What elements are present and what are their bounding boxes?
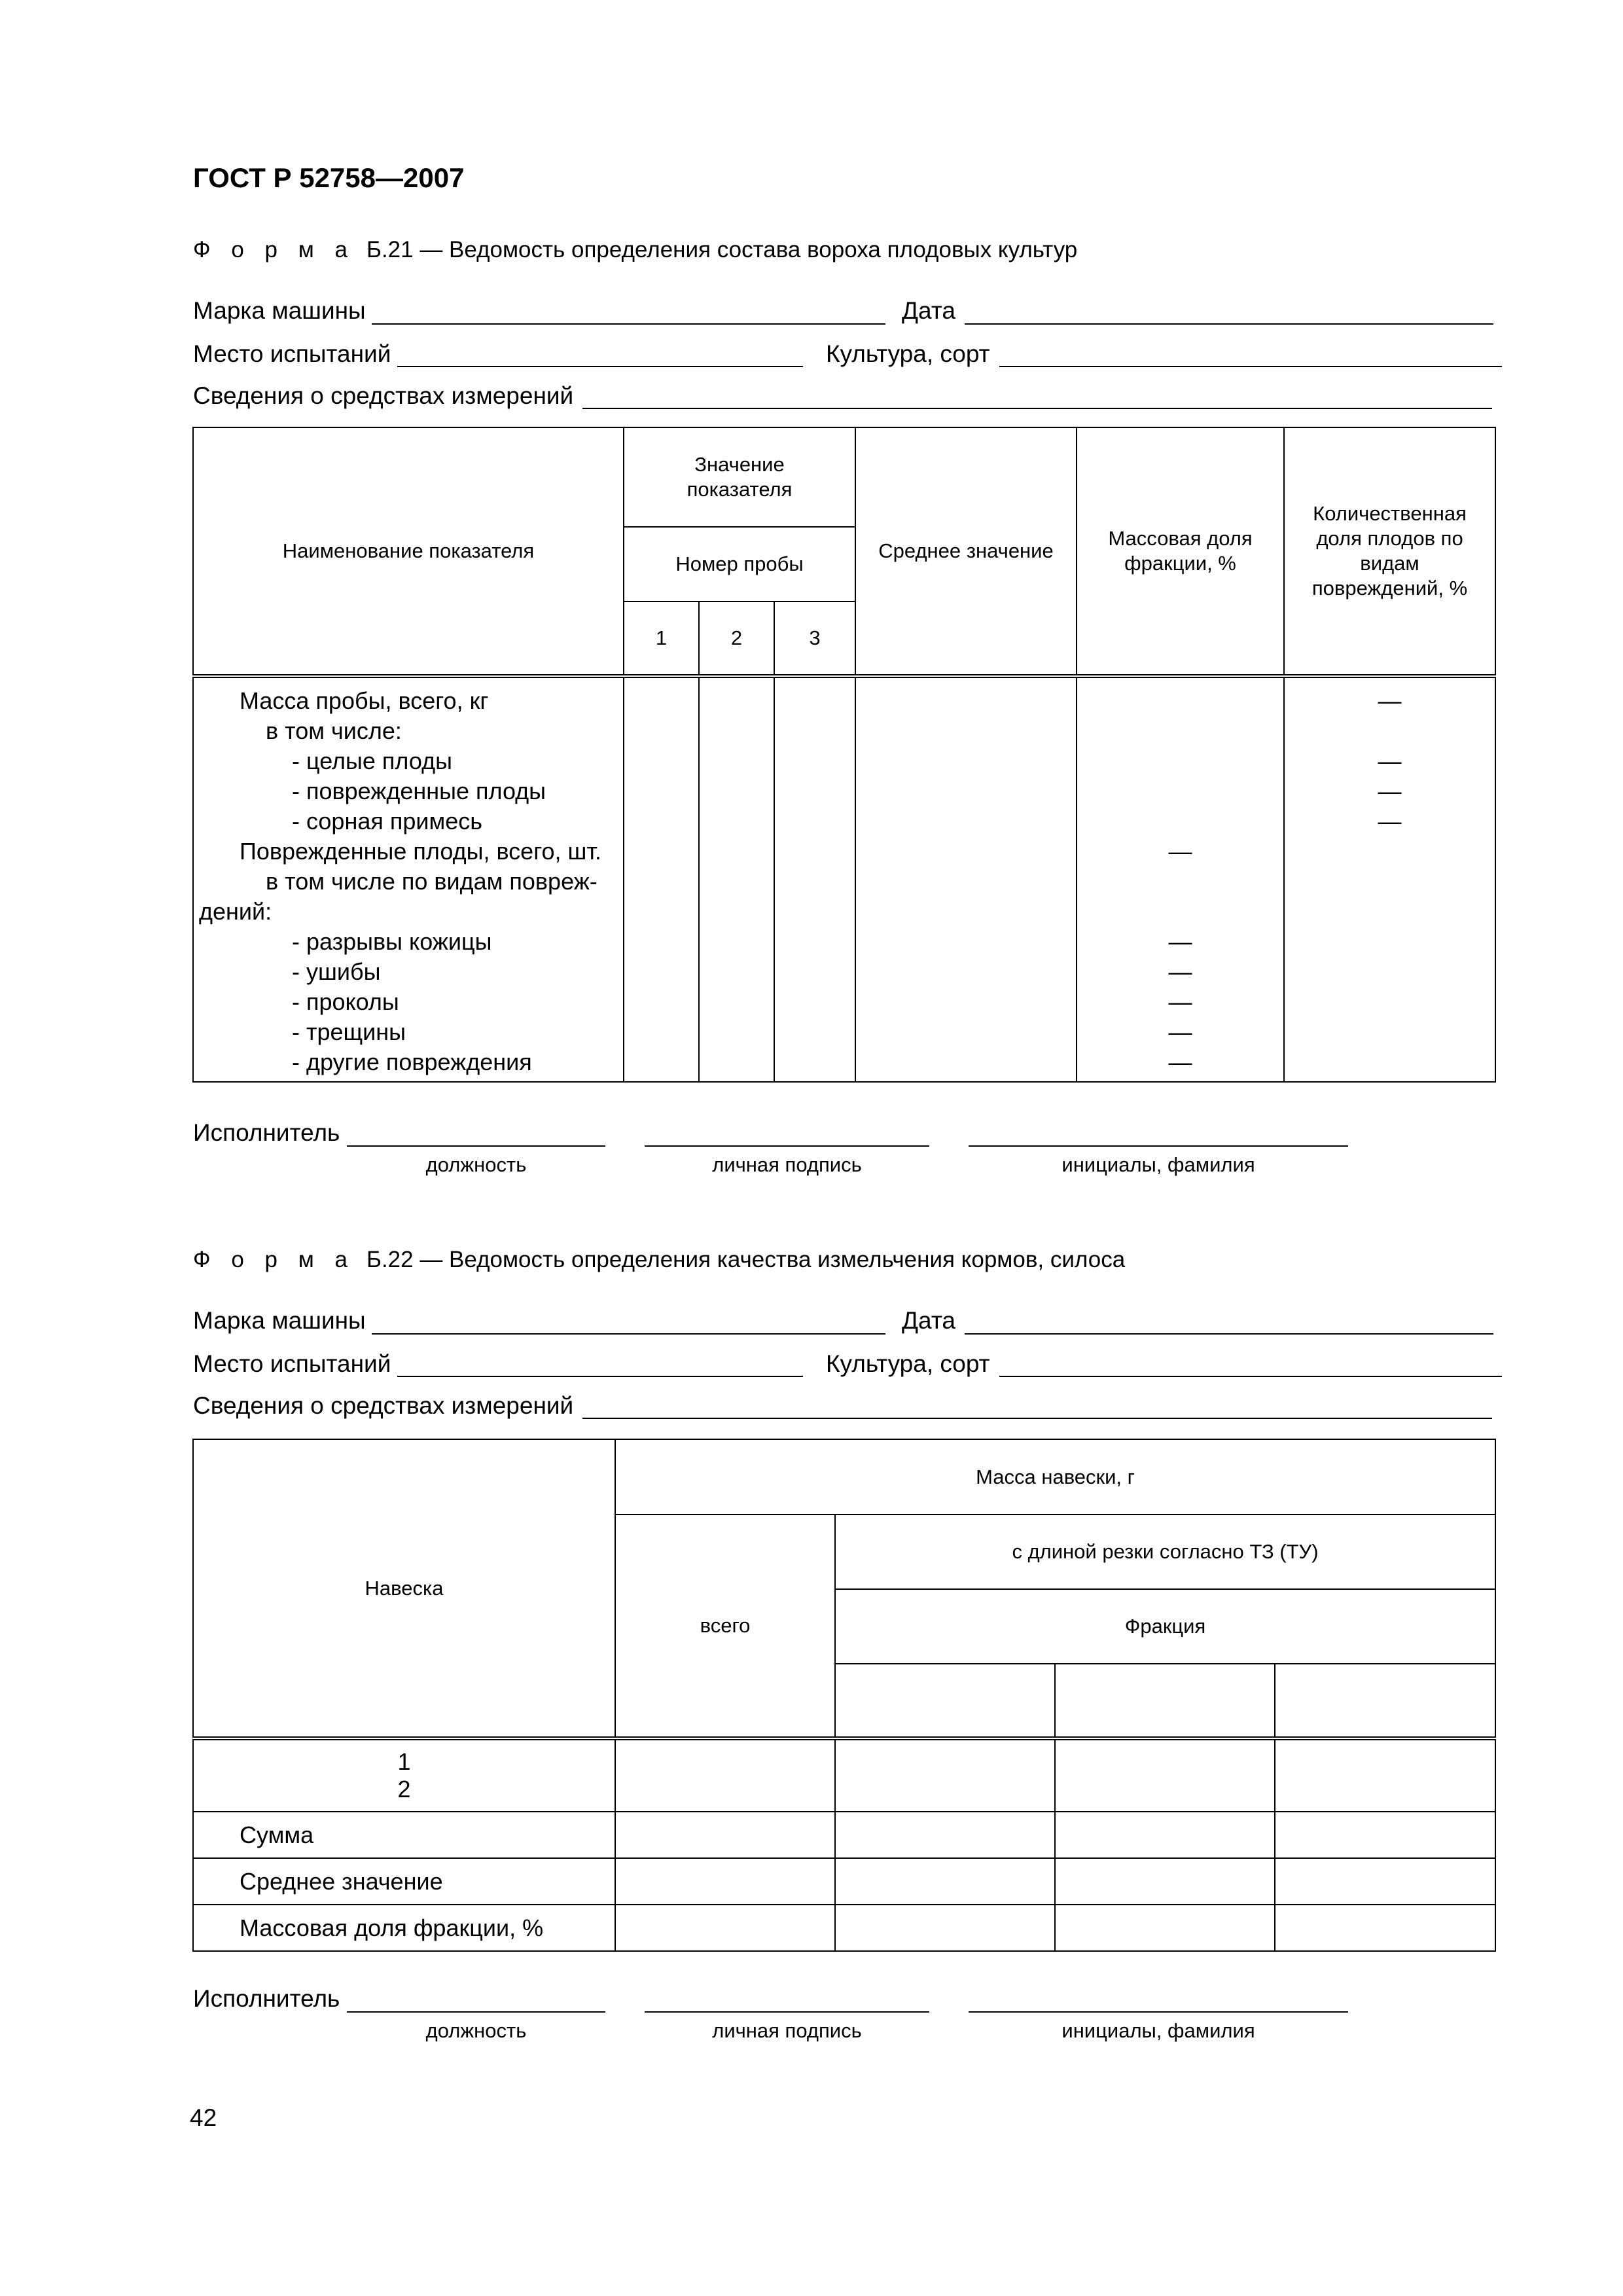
b21-row-label: - разрывы кожицы [292, 928, 492, 955]
b21-row-label: - проколы [292, 988, 399, 1015]
b21-mass-fraction-mark [1077, 897, 1283, 927]
b21-quantity-share-cell[interactable] [1284, 676, 1495, 1082]
b21-measurement-field[interactable] [582, 408, 1492, 409]
b22-fraction-2-header[interactable] [1055, 1664, 1275, 1738]
b21-name-caption: инициалы, фамилия [1061, 1153, 1255, 1176]
b22-date-label: Дата [902, 1307, 955, 1334]
b22-test-place-label: Место испытаний [193, 1350, 391, 1377]
b22-culture-field[interactable] [999, 1376, 1502, 1377]
b21-culture-field[interactable] [999, 366, 1502, 367]
b21-header-sample-1: 1 [624, 601, 699, 676]
b21-quantity-share-mark: — [1378, 687, 1402, 714]
b21-header-indicator-name: Наименование показателя [193, 427, 624, 676]
b22-cell[interactable] [835, 1858, 1055, 1905]
b21-quantity-share-mark [1285, 927, 1495, 957]
b22-cell[interactable] [615, 1858, 835, 1905]
b21-header-quantity-share: Количественная доля плодов по видам повреждений, % [1284, 427, 1495, 676]
b22-machine-brand-label: Марка машины [193, 1307, 366, 1334]
b21-table [192, 427, 1496, 1083]
b21-quantity-share-mark: — [1378, 747, 1402, 774]
b22-signature-caption: личная подпись [712, 2019, 862, 2042]
b22-test-place-field[interactable] [397, 1376, 803, 1377]
b22-sample-numbers-cell [193, 1738, 615, 1812]
b22-name-caption: инициалы, фамилия [1061, 2019, 1255, 2042]
b22-measurement-field[interactable] [582, 1418, 1492, 1419]
b21-mass-fraction-mark: — [1168, 838, 1192, 865]
b21-quantity-share-mark: — [1378, 778, 1402, 804]
b21-quantity-share-mark [1285, 987, 1495, 1017]
b21-row-label: - сорная примесь [292, 808, 482, 834]
b21-sample-1-cell[interactable] [624, 676, 699, 1082]
b22-header-sample: Навеска [193, 1439, 615, 1738]
b21-quantity-share-mark [1285, 716, 1495, 746]
b22-sample-2-label: 2 [397, 1776, 411, 1803]
b22-header-total: всего [615, 1515, 835, 1738]
b22-cell[interactable] [1275, 1858, 1495, 1905]
b21-culture-label: Культура, сорт [826, 340, 990, 367]
b21-sample-3-cell[interactable] [774, 676, 855, 1082]
b21-quantity-share-mark: — [1378, 808, 1402, 834]
document-id: ГОСТ Р 52758—2007 [193, 162, 465, 193]
b21-row-label: - поврежденные плоды [292, 778, 546, 804]
b21-indicator-list [193, 676, 624, 1082]
b21-row-label: Поврежденные плоды, всего, шт. [240, 838, 601, 865]
b21-measurement-label: Сведения о средствах измерений [193, 382, 574, 409]
b22-date-field[interactable] [965, 1333, 1493, 1335]
b22-culture-label: Культура, сорт [826, 1350, 990, 1377]
b22-cell[interactable] [835, 1812, 1055, 1858]
b21-quantity-share-mark [1285, 836, 1495, 867]
b21-header-mass-fraction: Массовая доля фракции, % [1077, 427, 1284, 676]
b22-cell[interactable] [615, 1905, 835, 1951]
form-b22-title [193, 1247, 1125, 1273]
b21-mass-fraction-mark [1077, 776, 1283, 806]
b21-quantity-share-mark [1285, 897, 1495, 927]
b21-quantity-share-mark [1285, 1047, 1495, 1077]
b22-cell[interactable] [1275, 1812, 1495, 1858]
b21-executor-label: Исполнитель [193, 1119, 340, 1146]
b21-quantity-share-mark [1285, 1017, 1495, 1047]
b21-header-sample-3: 3 [774, 601, 855, 676]
b22-sample-1-label: 1 [397, 1748, 411, 1775]
b21-row-label: в том числе по видам повреж- [266, 868, 597, 895]
b22-measurement-label: Сведения о средствах измерений [193, 1392, 574, 1419]
b22-header-sample-mass: Масса навески, г [615, 1439, 1495, 1515]
b21-mass-fraction-mark: — [1168, 1018, 1192, 1045]
b21-mass-fraction-mark: — [1168, 928, 1192, 955]
b22-cell[interactable] [1055, 1858, 1275, 1905]
b22-cell[interactable] [1055, 1738, 1275, 1812]
b21-mass-fraction-mark [1077, 716, 1283, 746]
form-b22-title-prefix: Ф о р м а [193, 1247, 355, 1272]
b21-mean-cell[interactable] [855, 676, 1077, 1082]
b22-header-cut-length: с длиной резки согласно ТЗ (ТУ) [835, 1515, 1495, 1589]
form-b22-title-text: Б.22 — Ведомость определения качества измельчения кормов, силоса [366, 1247, 1126, 1272]
b21-position-caption: должность [425, 1153, 527, 1176]
b22-cell[interactable] [1275, 1905, 1495, 1951]
b21-signature-field[interactable] [645, 1145, 929, 1147]
b21-row-label: - другие повреждения [292, 1049, 532, 1075]
b21-sample-2-cell[interactable] [699, 676, 774, 1082]
b21-mass-fraction-cell[interactable] [1077, 676, 1284, 1082]
b21-date-label: Дата [902, 297, 955, 324]
b21-mass-fraction-mark [1077, 806, 1283, 836]
b21-machine-brand-field[interactable] [372, 323, 885, 325]
b21-header-value: Значение показателя [624, 427, 855, 527]
b22-row-mean: Среднее значение [193, 1858, 615, 1905]
b22-executor-label: Исполнитель [193, 1985, 340, 2012]
b21-header-sample-2: 2 [699, 601, 774, 676]
b21-row-label: дений: [199, 898, 272, 925]
b21-test-place-label: Место испытаний [193, 340, 391, 367]
form-b21-title-text: Б.21 — Ведомость определения состава вороха плодовых культур [366, 237, 1078, 262]
b21-mass-fraction-mark [1077, 746, 1283, 776]
b21-row-label: - трещины [292, 1018, 406, 1045]
b21-position-field[interactable] [347, 1145, 605, 1147]
form-b21-title-prefix: Ф о р м а [193, 237, 355, 262]
b22-header-fraction: Фракция [835, 1589, 1495, 1664]
b22-cell[interactable] [615, 1738, 835, 1812]
b22-cell[interactable] [1055, 1812, 1275, 1858]
b21-mass-fraction-mark [1077, 867, 1283, 897]
b21-quantity-share-mark [1285, 867, 1495, 897]
b22-cell[interactable] [835, 1905, 1055, 1951]
b21-mass-fraction-mark [1077, 686, 1283, 716]
b22-fraction-1-header[interactable] [835, 1664, 1055, 1738]
b22-cell[interactable] [835, 1738, 1055, 1812]
b21-header-mean: Среднее значение [855, 427, 1077, 676]
b21-row-label: в том числе: [266, 717, 402, 744]
b22-table [192, 1439, 1496, 1952]
b21-signature-caption: личная подпись [712, 1153, 862, 1176]
b22-machine-brand-field[interactable] [372, 1333, 885, 1335]
b21-quantity-share-mark [1285, 957, 1495, 987]
b22-signature-field[interactable] [645, 2011, 929, 2013]
b21-test-place-field[interactable] [397, 366, 803, 367]
b21-row-label: Масса пробы, всего, кг [240, 687, 489, 714]
b22-position-field[interactable] [347, 2011, 605, 2013]
b22-cell[interactable] [615, 1812, 835, 1858]
b21-header-sample-number: Номер пробы [624, 527, 855, 601]
b21-mass-fraction-mark: — [1168, 1049, 1192, 1075]
b21-row-label: - целые плоды [292, 747, 452, 774]
b21-name-field[interactable] [969, 1145, 1348, 1147]
b22-name-field[interactable] [969, 2011, 1348, 2013]
form-b21-title [193, 237, 1077, 263]
b21-row-label: - ушибы [292, 958, 381, 985]
b21-mass-fraction-mark: — [1168, 958, 1192, 985]
page-number: 42 [190, 2104, 217, 2131]
b21-date-field[interactable] [965, 323, 1493, 325]
b22-fraction-3-header[interactable] [1275, 1664, 1495, 1738]
b21-machine-brand-label: Марка машины [193, 297, 366, 324]
b22-cell[interactable] [1055, 1905, 1275, 1951]
b22-cell[interactable] [1275, 1738, 1495, 1812]
b22-position-caption: должность [425, 2019, 527, 2042]
b21-mass-fraction-mark: — [1168, 988, 1192, 1015]
b22-row-sum: Сумма [193, 1812, 615, 1858]
b22-row-mass-fraction: Массовая доля фракции, % [193, 1905, 615, 1951]
